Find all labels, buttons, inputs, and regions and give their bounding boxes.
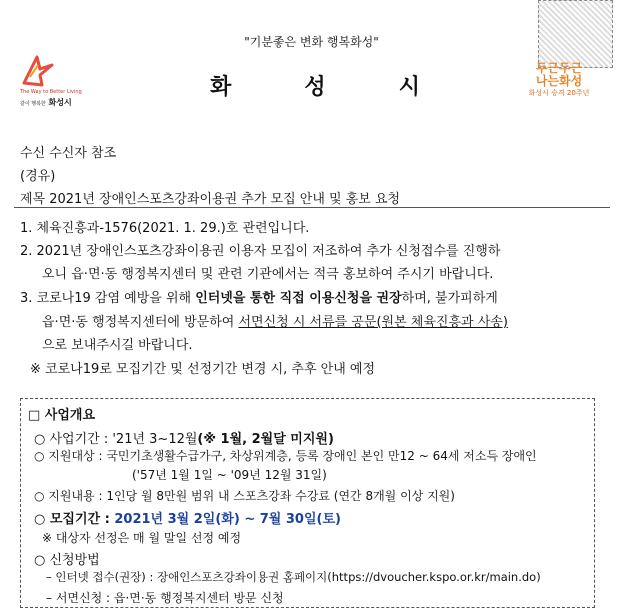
paragraph-1: 1. 체육진흥과-1576(2021. 1. 29.)호 관련입니다.: [20, 221, 310, 236]
overview-selection: ※ 대상자 선정은 매 월 말일 선정 예정: [42, 531, 242, 545]
recruit-label: ○ 모집기간 :: [34, 512, 115, 527]
note: ※ 코로나19로 모집기간 및 선정기간 변경 시, 추후 안내 예정: [30, 362, 376, 377]
paragraph-2b: 오니 읍·면·동 행정복지센터 및 관련 기관에서는 적극 홍보하여 주시기 바랍니다.: [42, 267, 494, 282]
p3b-underlined-text: 서면신청 시 서류를 공문(원본 체육진흥과 사송): [238, 315, 508, 330]
paragraph-3a: [20, 287, 498, 306]
overview-heading: □ 사업개요: [28, 408, 96, 423]
paragraph-3b: [42, 311, 508, 330]
period-bold-text: (※ 1월, 2월달 미지원): [197, 432, 334, 447]
overview-target: ○ 지원대상 : 국민기초생활수급가구, 차상위계층, 등록 장애인 본인 만12 ~ 64세 저소득 장애인: [34, 449, 537, 463]
anniversary-line2: 나는화성: [535, 74, 583, 88]
p3a-post-text: 하며, 불가피하게: [401, 291, 498, 306]
p3b-text: 읍·면·동 행정복지센터에 방문하여: [42, 315, 239, 330]
receiver: 수신 수신자 참조: [20, 146, 117, 161]
overview-method: ○ 신청방법: [34, 553, 100, 568]
slogan: "기분좋은 변화 행복화성": [244, 35, 379, 49]
recruit-value: 2021년 3월 2일(화) ~ 7월 30일(토): [114, 512, 341, 527]
hwaseong-logo-mark-icon: [20, 55, 54, 87]
logo-name: 화성시: [48, 98, 72, 107]
title-char: 시: [398, 74, 420, 100]
via: (경유): [20, 169, 56, 184]
paragraph-2a: 2. 2021년 장애인스포츠강좌이용권 이용자 모집이 저조하여 추가 신청접수를 진행하: [20, 244, 501, 259]
anniversary-logo: [519, 62, 599, 117]
overview-target-range: ('57년 1월 1일 ~ '09년 12월 31일): [132, 468, 327, 482]
anniversary-line3: 화성시 승격 20주년: [528, 89, 590, 97]
logo-tagline: The Way to Better Living: [20, 89, 82, 95]
overview-content: ○ 지원내용 : 1인당 월 8만원 범위 내 스포츠강좌 수강료 (연간 8개월 이상 지원): [34, 489, 455, 503]
paragraph-3c: 으로 보내주시길 바랍니다.: [42, 338, 193, 353]
logo-subname: 같이 행복한: [20, 101, 46, 107]
subject: 제목 2021년 장애인스포츠강좌이용권 추가 모집 안내 및 홍보 요청: [20, 192, 401, 207]
divider: [14, 207, 610, 208]
hwaseong-logo: [20, 55, 80, 110]
period-text: ○ 사업기간 : '21년 3~12월: [34, 432, 198, 447]
overview-recruit: [34, 508, 341, 527]
overview-period: [34, 428, 334, 447]
title-char: 화: [210, 74, 232, 100]
page-title: [210, 70, 420, 101]
title-char: 성: [304, 74, 326, 100]
p3a-text: 3. 코로나19 감염 예방을 위해: [20, 291, 196, 306]
p3a-bold-text: 인터넷을 통한 직접 이용신청을 권장: [195, 291, 402, 306]
overview-method-online: – 인터넷 접수(권장) : 장애인스포츠강좌이용권 홈페이지(https://dvoucher.kspo.or.kr/main.do): [46, 570, 541, 584]
anniversary-line1: 두근두근: [535, 61, 583, 75]
overview-method-paper: – 서면신청 : 읍·면·동 행정복지센터 방문 신청: [46, 591, 284, 605]
